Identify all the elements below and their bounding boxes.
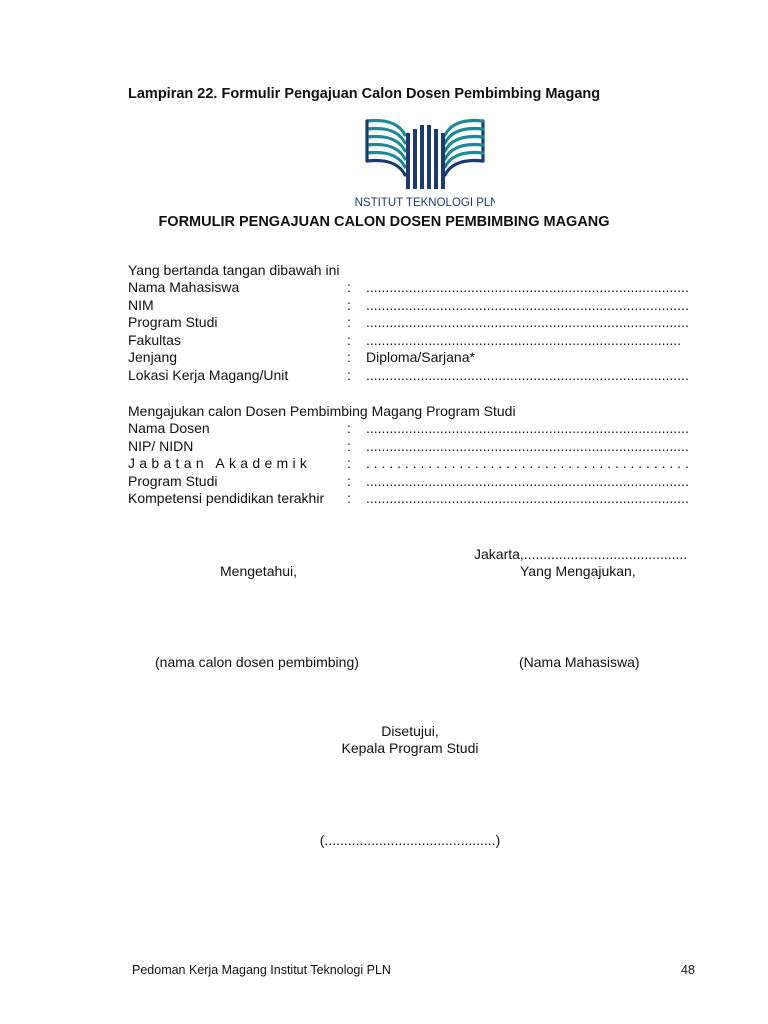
approved-label: Disetujui, bbox=[381, 723, 439, 739]
field-label: Nama Mahasiswa bbox=[128, 279, 240, 295]
field-program-studi-dosen bbox=[128, 473, 698, 491]
field-fakultas bbox=[128, 332, 698, 350]
right-signature-title: Yang Mengajukan, bbox=[520, 563, 636, 579]
field-label: NIM bbox=[128, 296, 154, 313]
kaprodi-signature-line: (............................................) bbox=[319, 832, 501, 848]
field-value: ................................................................................... bbox=[366, 437, 689, 454]
field-program-studi bbox=[128, 314, 698, 332]
field-value: Diploma/Sarjana* bbox=[366, 349, 475, 366]
field-value: ................................................................................... bbox=[366, 314, 689, 331]
field-colon: : bbox=[347, 472, 351, 489]
field-colon: : bbox=[347, 437, 351, 454]
footer-text: Pedoman Kerja Magang Institut Teknologi PLN bbox=[132, 963, 391, 977]
form-title: FORMULIR PENGAJUAN CALON DOSEN PEMBIMBING MAGANG bbox=[158, 214, 610, 230]
field-label: Fakultas bbox=[128, 331, 181, 348]
field-label: Nama Dosen bbox=[128, 420, 210, 436]
field-nama-mahasiswa bbox=[128, 279, 698, 297]
page-number: 48 bbox=[681, 963, 695, 977]
field-value: ................................................................................... bbox=[366, 420, 689, 436]
field-label: Kompetensi pendidikan terakhir bbox=[128, 490, 325, 507]
field-value: ................................................................................. bbox=[366, 331, 682, 348]
field-value: ................................................................................... bbox=[366, 367, 689, 383]
field-lokasi-kerja bbox=[128, 367, 698, 385]
field-label: Program Studi bbox=[128, 314, 218, 331]
field-label: Lokasi Kerja Magang/Unit bbox=[128, 367, 289, 383]
field-value: . . . . . . . . . . . . . . . . . . . . . . . . . . . . . . . . . . . . . . . . . . bbox=[366, 455, 689, 472]
left-signature-title: Mengetahui, bbox=[220, 563, 298, 579]
field-nim bbox=[128, 297, 698, 315]
field-kompetensi bbox=[128, 490, 698, 508]
field-colon: : bbox=[347, 296, 351, 313]
field-colon: : bbox=[347, 314, 351, 331]
field-colon: : bbox=[347, 349, 351, 366]
right-signature-name: (Nama Mahasiswa) bbox=[519, 654, 640, 670]
field-label: NIP/ NIDN bbox=[128, 437, 194, 454]
field-colon: : bbox=[347, 331, 351, 348]
field-nip-nidn bbox=[128, 438, 698, 456]
field-colon: : bbox=[347, 455, 351, 472]
field-value: ................................................................................... bbox=[366, 279, 689, 295]
field-jabatan-akademik bbox=[128, 455, 698, 473]
field-jenjang bbox=[128, 349, 698, 367]
field-label: Program Studi bbox=[128, 472, 218, 489]
book-logo-icon bbox=[355, 113, 495, 211]
section1-intro: Yang bertanda tangan dibawah ini bbox=[128, 262, 340, 278]
field-value: ................................................................................... bbox=[366, 296, 689, 313]
field-colon: : bbox=[347, 420, 351, 436]
place-date: Jakarta,.......................................... bbox=[474, 546, 688, 562]
field-colon: : bbox=[347, 367, 351, 383]
left-signature-name: (nama calon dosen pembimbing) bbox=[155, 654, 359, 670]
section2-intro: Mengajukan calon Dosen Pembimbing Magang Program Studi bbox=[128, 403, 516, 419]
field-colon: : bbox=[347, 490, 351, 507]
field-label: Jabatan Akademik bbox=[128, 455, 312, 472]
field-nama-dosen bbox=[128, 420, 698, 438]
kaprodi-label: Kepala Program Studi bbox=[341, 740, 479, 756]
field-label: Jenjang bbox=[128, 349, 178, 366]
field-value: ................................................................................... bbox=[366, 490, 689, 507]
svg-text:INSTITUT TEKNOLOGI PLN: INSTITUT TEKNOLOGI PLN bbox=[355, 197, 495, 209]
field-value: ................................................................................... bbox=[366, 472, 689, 489]
field-colon: : bbox=[347, 279, 351, 295]
institute-logo bbox=[355, 113, 495, 211]
attachment-title: Lampiran 22. Formulir Pengajuan Calon Dosen Pembimbing Magang bbox=[128, 86, 601, 102]
